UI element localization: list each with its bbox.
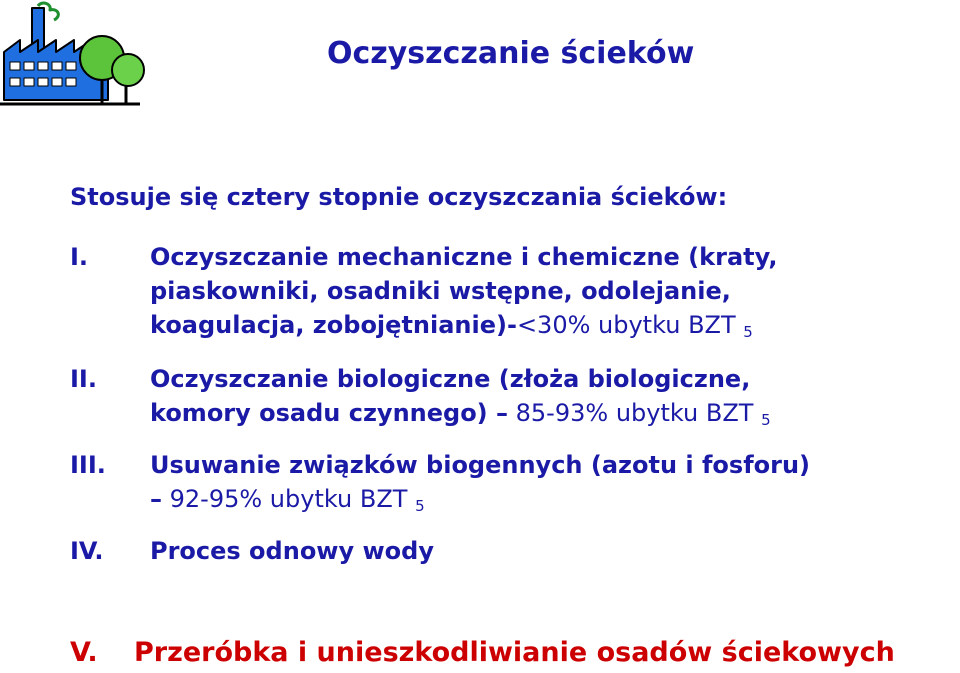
item-text-bold: – [150,485,162,513]
item-number: I. [70,243,89,271]
item-number: III. [70,451,106,479]
intro-text: Stosuje się cztery stopnie oczyszczania ścieków: [70,183,728,211]
item-text-bold: komory osadu czynnego) – [150,399,509,427]
list-item [70,448,960,520]
item-text-normal: <30% ubytku BZT [516,311,736,339]
item-text-normal: 92-95% ubytku BZT [162,485,408,513]
item-text-line: Przeróbka i unieszkodliwianie osadów ściekowych [134,637,895,668]
item-text-line: Oczyszczanie mechaniczne i chemiczne (kraty, [150,243,778,271]
subscript: 5 [415,497,425,515]
item-text-bold: koagulacja, zobojętnianie)- [150,311,517,339]
list-item [70,534,950,570]
item-text-line: Proces odnowy wody [150,537,434,565]
item-number: IV. [70,537,104,565]
item-text-line: Usuwanie związków biogennych (azotu i fosforu) [150,451,811,479]
list-item [70,362,950,434]
item-number: II. [70,365,97,393]
item-text-line: piaskowniki, osadniki wstępne, odolejanie, [150,277,731,305]
factory-icon [0,0,150,112]
subscript: 5 [743,323,753,341]
item-text-line: Oczyszczanie biologiczne (złoża biologiczne, [150,365,751,393]
subscript: 5 [761,411,771,429]
page-title: Oczyszczanie ścieków [327,36,695,71]
list-item [70,240,950,350]
item-number: V. [70,637,98,668]
list-item-highlight [70,637,960,673]
item-text-normal: 85-93% ubytku BZT [508,399,754,427]
